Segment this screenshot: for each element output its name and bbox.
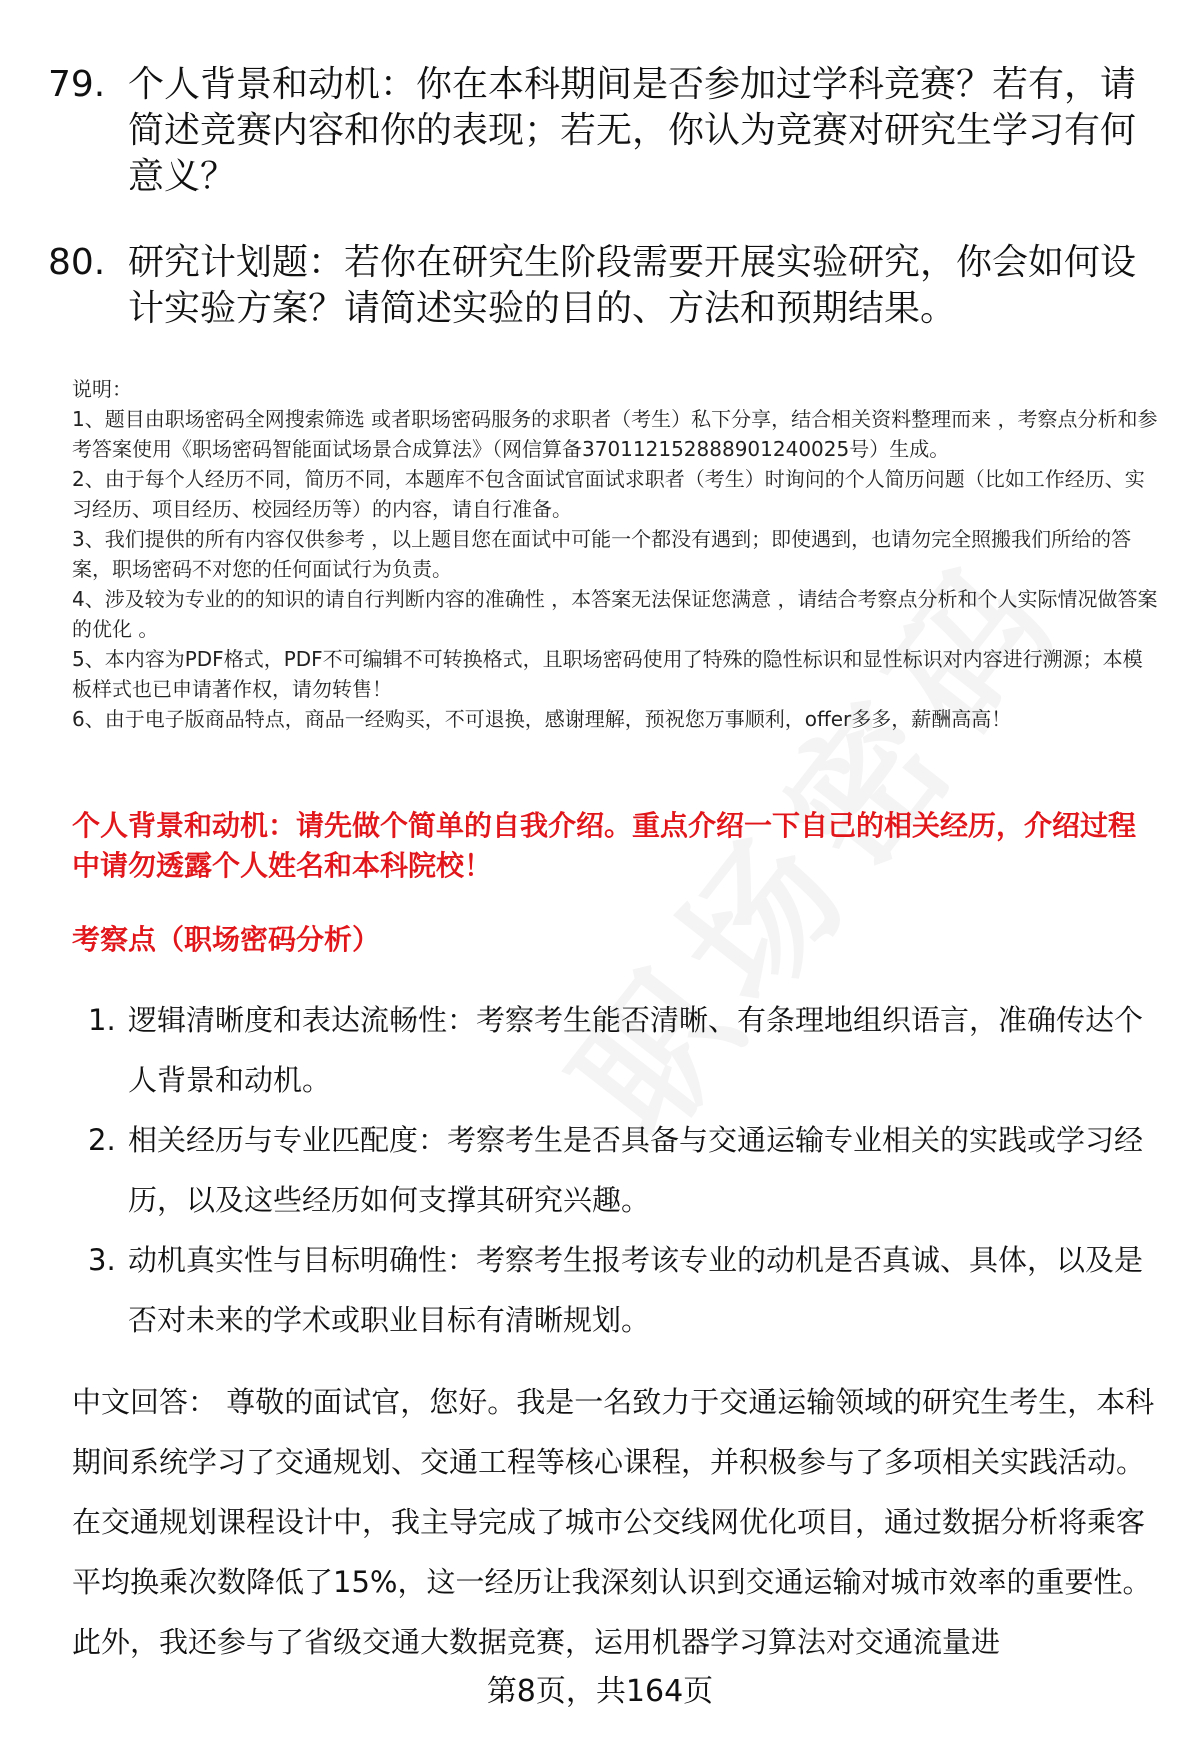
point-number: 1. <box>88 1003 116 1037</box>
analysis-list <box>80 990 1160 1350</box>
point-number: 2. <box>88 1123 116 1157</box>
question-79 <box>48 62 1158 200</box>
point-text: 相关经历与专业匹配度：考察考生是否具备与交通运输专业相关的实践或学习经历，以及这些经历如何支撑其研究兴趣。 <box>128 1123 1144 1217</box>
point-text: 逻辑清晰度和表达流畅性：考察考生能否清晰、有条理地组织语言，准确传达个人背景和动机。 <box>128 1003 1144 1097</box>
question-text: 个人背景和动机：你在本科期间是否参加过学科竞赛？若有，请简述竞赛内容和你的表现；若无，你认为竞赛对研究生学习有何意义？ <box>128 64 1137 197</box>
analysis-title: 考察点（职场密码分析） <box>72 923 381 956</box>
note-item: 2、由于每个人经历不同，简历不同，本题库不包含面试官面试求职者（考生）时询问的个人简历问题（比如工作经历、实习经历、项目经历、校园经历等）的内容，请自行准备。 <box>72 467 1145 521</box>
question-number: 79. <box>48 64 106 105</box>
notes-title: 说明： <box>72 377 132 401</box>
point-text: 动机真实性与目标明确性：考察考生报考该专业的动机是否真诚、具体，以及是否对未来的学术或职业目标有清晰规划。 <box>128 1243 1144 1337</box>
note-item: 3、我们提供的所有内容仅供参考 ，以上题目您在面试中可能一个都没有遇到；即使遇到，也请勿完全照搬我们所给的答案，职场密码不对您的任何面试行为负责。 <box>72 527 1132 581</box>
notes-section <box>72 374 1162 734</box>
question-text: 研究计划题：若你在研究生阶段需要开展实验研究，你会如何设计实验方案？请简述实验的目的、方法和预期结果。 <box>128 242 1137 329</box>
question-number: 80. <box>48 242 106 283</box>
answer-text: 中文回答： 尊敬的面试官，您好。我是一名致力于交通运输领域的研究生考生，本科期间系统学习了交通规划、交通工程等核心课程，并积极参与了多项相关实践活动。在交通规划课程设计中，我主导完成了城市公交线网优化项目，通过数据分析将乘客平均换乘次数降低了15%，这一经历让我深刻认识到交通运输对城市效率的重要性。此外，我还参与了省级交通大数据竞赛，运用机器学习算法对交通流量进 <box>72 1385 1155 1659</box>
analysis-point <box>80 1110 1160 1230</box>
note-item: 1、题目由职场密码全网搜索筛选 或者职场密码服务的求职者（考生）私下分享，结合相关资料整理而来 ，考察点分析和参考答案使用《职场密码智能面试场景合成算法》（网信算备370112152888901240025号）生成。 <box>72 407 1158 461</box>
question-80 <box>48 240 1158 332</box>
question-title: 个人背景和动机：请先做个简单的自我介绍。重点介绍一下自己的相关经历，介绍过程中请勿透露个人姓名和本科院校！ <box>72 809 1137 882</box>
analysis-point <box>80 990 1160 1110</box>
page-footer: 第8页，共164页 <box>486 1674 714 1709</box>
point-number: 3. <box>88 1243 116 1277</box>
analysis-point <box>80 1230 1160 1350</box>
note-item: 4、涉及较为专业的的知识的请自行判断内容的准确性 ，本答案无法保证您满意 ，请结合考察点分析和个人实际情况做答案的优化 。 <box>72 587 1158 641</box>
note-item: 5、本内容为PDF格式，PDF不可编辑不可转换格式，且职场密码使用了特殊的隐性标识和显性标识对内容进行溯源；本模板样式也已申请著作权，请勿转售！ <box>72 647 1143 701</box>
note-item: 6、由于电子版商品特点，商品一经购买，不可退换，感谢理解，预祝您万事顺利，offer多多，薪酬高高！ <box>72 707 1012 731</box>
